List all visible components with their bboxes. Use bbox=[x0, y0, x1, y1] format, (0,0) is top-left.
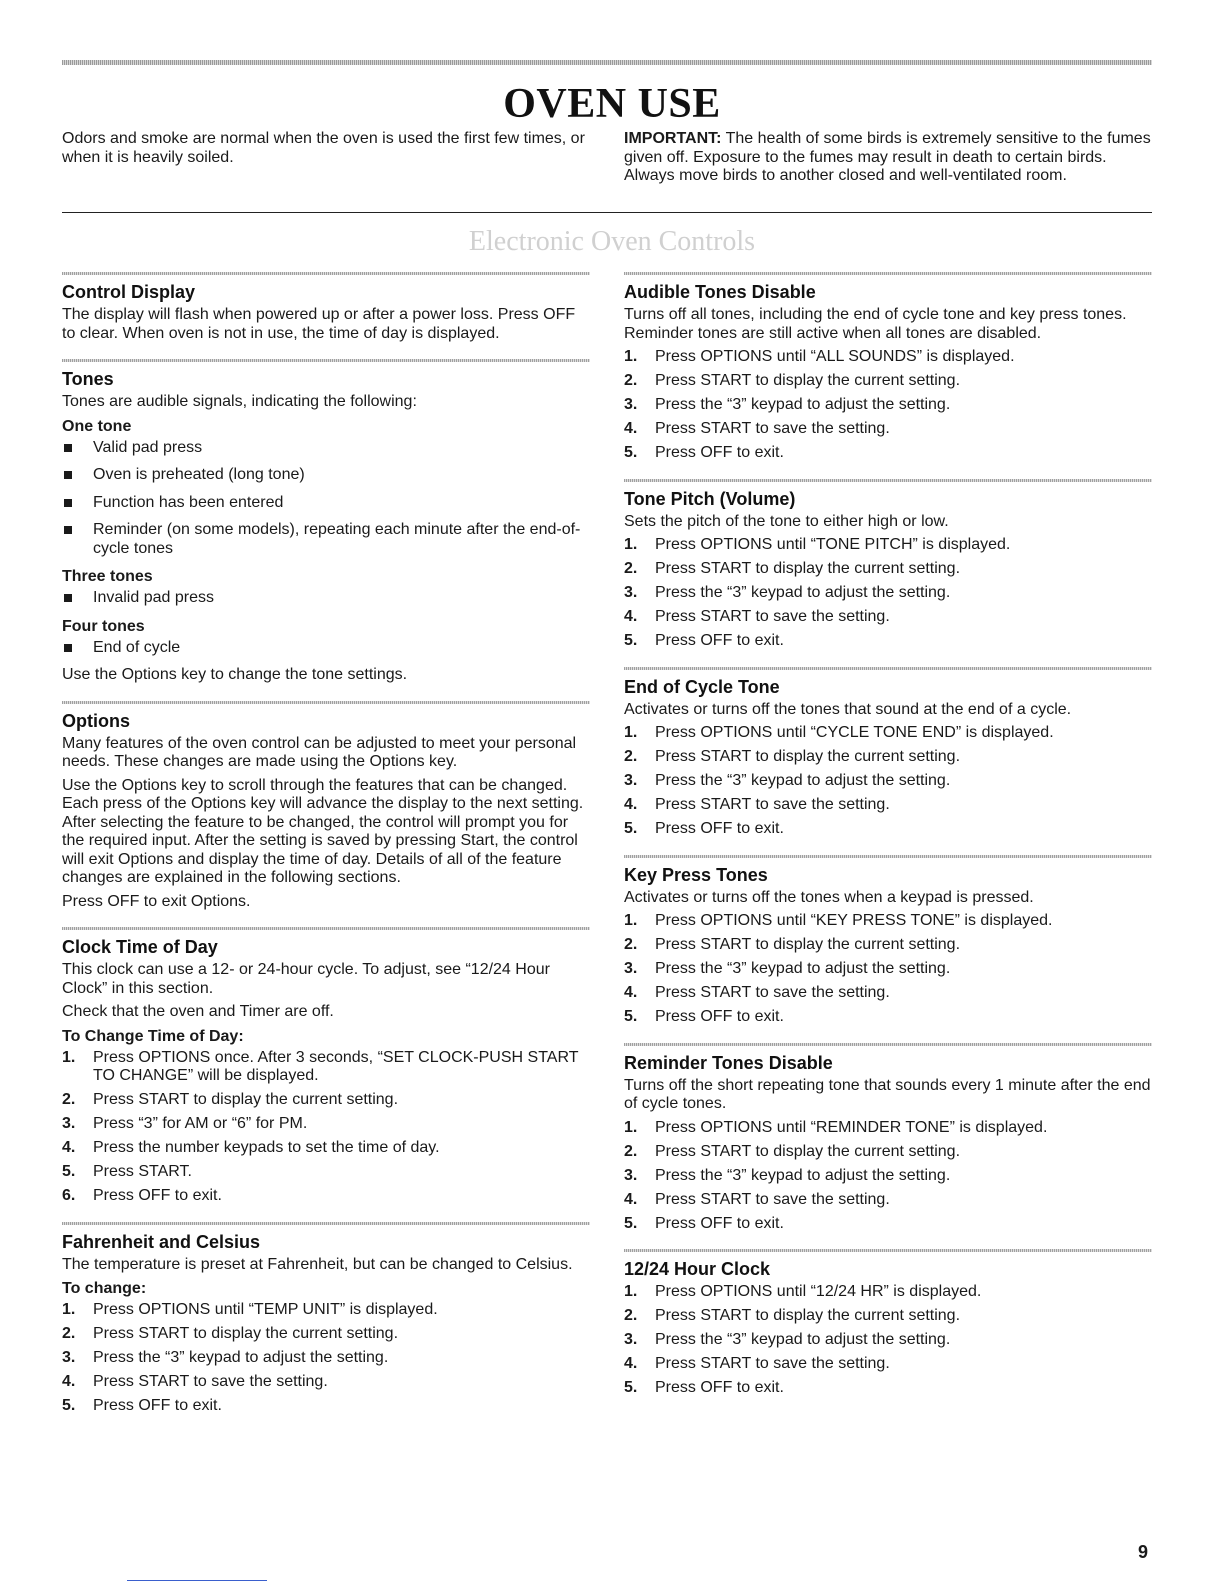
section-body: Activates or turns off the tones when a keypad is pressed. bbox=[624, 888, 1034, 906]
section-body: Check that the oven and Timer are off. bbox=[62, 1003, 334, 1020]
section-body: Many features of the oven control can be adjusted to meet your personal needs. These changes are made using the Options key. bbox=[62, 734, 577, 770]
horizontal-rule bbox=[62, 212, 1152, 213]
step-item: 5. Press START. bbox=[62, 1163, 192, 1180]
list-item: Valid pad press bbox=[62, 439, 590, 458]
step-item: 5. Press OFF to exit. bbox=[62, 1397, 222, 1414]
step-item: 4. Press START to save the setting. bbox=[624, 796, 890, 813]
list-item: End of cycle bbox=[62, 639, 590, 658]
step-item: 3. Press the “3” keypad to adjust the setting. bbox=[624, 396, 951, 413]
page-number: 9 bbox=[1138, 1542, 1149, 1562]
section-body: Activates or turns off the tones that sound at the end of a cycle. bbox=[624, 700, 1072, 718]
list-item: Reminder (on some models), repeating each minute after the end-of-cycle tones bbox=[62, 521, 590, 558]
step-item: 2. Press START to display the current setting. bbox=[624, 1307, 961, 1324]
right-column bbox=[624, 272, 1152, 1414]
step-item: 3. Press the “3” keypad to adjust the setting. bbox=[624, 960, 951, 977]
step-item: 5. Press OFF to exit. bbox=[624, 632, 784, 649]
subheading-three-tones: Three tones bbox=[62, 568, 153, 585]
step-item: 5. Press OFF to exit. bbox=[624, 1379, 784, 1396]
section-control-display bbox=[62, 272, 590, 343]
section-body: The display will flash when powered up or after a power loss. Press OFF to clear. When oven is not in use, the time of day is displayed. bbox=[62, 306, 576, 342]
step-item: 2. Press START to display the current setting. bbox=[624, 372, 961, 389]
section-tones bbox=[62, 359, 590, 685]
section-body: Sets the pitch of the tone to either high or low. bbox=[624, 512, 949, 530]
important-text: The health of some birds is extremely sensitive to the fumes given off. Exposure to the fumes may result in death to certain birds. Always move birds to another closed and well-ventilated room. bbox=[624, 130, 1151, 184]
step-item: 2. Press START to display the current setting. bbox=[624, 748, 961, 765]
step-item: 3. Press the “3” keypad to adjust the setting. bbox=[62, 1349, 389, 1366]
step-item: 2. Press START to display the current setting. bbox=[62, 1091, 399, 1108]
section-heading: Tone Pitch (Volume) bbox=[624, 488, 796, 509]
section-body: Press OFF to exit Options. bbox=[62, 892, 251, 910]
section-heading: End of Cycle Tone bbox=[624, 676, 780, 697]
step-item: 1. Press OPTIONS until “REMINDER TONE” is displayed. bbox=[624, 1118, 1048, 1136]
step-item: 1. Press OPTIONS until “TEMP UNIT” is displayed. bbox=[62, 1301, 438, 1318]
section-heading: Reminder Tones Disable bbox=[624, 1052, 833, 1073]
section-body: This clock can use a 12- or 24-hour cycle. To adjust, see “12/24 Hour Clock” in this section. bbox=[62, 961, 550, 997]
step-item: 1. Press OPTIONS once. After 3 seconds, “SET CLOCK-PUSH START TO CHANGE” will be displayed. bbox=[62, 1048, 579, 1084]
section-reminder-tones-disable bbox=[624, 1043, 1152, 1234]
page-title: OVEN USE bbox=[503, 81, 721, 127]
section-heading: Control Display bbox=[62, 282, 196, 302]
step-item: 1. Press OPTIONS until “TONE PITCH” is displayed. bbox=[624, 536, 1011, 553]
subheading-to-change-time: To Change Time of Day: bbox=[62, 1027, 244, 1045]
step-item: 6. Press OFF to exit. bbox=[62, 1187, 222, 1204]
section-heading: Options bbox=[62, 710, 130, 731]
step-item: 3. Press “3” for AM or “6” for PM. bbox=[62, 1115, 308, 1132]
section-tone-pitch bbox=[624, 479, 1152, 651]
section-heading: Key Press Tones bbox=[624, 864, 768, 885]
step-item: 2. Press START to display the current setting. bbox=[624, 560, 961, 577]
section-12-24-hour-clock bbox=[624, 1249, 1152, 1398]
intro-odors: Odors and smoke are normal when the oven is used the first few times, or when it is heavily soiled. bbox=[62, 130, 585, 166]
subheading-one-tone: One tone bbox=[62, 417, 132, 435]
keypress-steps bbox=[624, 912, 1152, 1027]
step-item: 1. Press OPTIONS until “KEY PRESS TONE” is displayed. bbox=[624, 912, 1053, 929]
step-item: 1. Press OPTIONS until “12/24 HR” is displayed. bbox=[624, 1283, 982, 1300]
step-item: 1. Press OPTIONS until “CYCLE TONE END” is displayed. bbox=[624, 724, 1054, 741]
section-key-press-tones bbox=[624, 855, 1152, 1027]
step-item: 3. Press the “3” keypad to adjust the setting. bbox=[624, 772, 951, 789]
step-item: 4. Press START to save the setting. bbox=[624, 984, 890, 1001]
footer-line bbox=[127, 1580, 267, 1581]
three-tones-list bbox=[62, 589, 590, 608]
section-fahrenheit-celsius bbox=[62, 1222, 590, 1416]
step-item: 5. Press OFF to exit. bbox=[624, 820, 784, 837]
step-item: 4. Press START to save the setting. bbox=[62, 1373, 328, 1390]
reminder-steps bbox=[624, 1119, 1152, 1234]
list-item: Invalid pad press bbox=[62, 589, 590, 608]
section-body: Turns off the short repeating tone that sounds every 1 minute after the end of cycle tones. bbox=[624, 1076, 1151, 1112]
four-tones-list bbox=[62, 639, 590, 658]
top-decorative-bar bbox=[62, 60, 1152, 65]
subheading-to-change: To change: bbox=[62, 1280, 147, 1297]
step-item: 3. Press the “3” keypad to adjust the setting. bbox=[624, 584, 951, 601]
step-item: 5. Press OFF to exit. bbox=[624, 1008, 784, 1025]
step-item: 4. Press START to save the setting. bbox=[624, 1190, 890, 1208]
section-body: Tones are audible signals, indicating the following: bbox=[62, 393, 417, 410]
section-options bbox=[62, 701, 590, 912]
left-column bbox=[62, 272, 590, 1432]
important-label: IMPORTANT: bbox=[624, 130, 722, 147]
list-item: Function has been entered bbox=[62, 494, 590, 513]
intro-important bbox=[624, 130, 1154, 186]
fahrenheit-steps bbox=[62, 1301, 590, 1416]
section-heading: Audible Tones Disable bbox=[624, 282, 816, 302]
section-end-of-cycle-tone bbox=[624, 667, 1152, 839]
step-item: 4. Press START to save the setting. bbox=[624, 608, 890, 625]
one-tone-list bbox=[62, 439, 590, 559]
step-item: 2. Press START to display the current setting. bbox=[624, 1142, 961, 1160]
section-heading: Clock Time of Day bbox=[62, 937, 218, 957]
hourclock-steps bbox=[624, 1283, 1152, 1398]
step-item: 1. Press OPTIONS until “ALL SOUNDS” is displayed. bbox=[624, 348, 1015, 365]
section-body: Turns off all tones, including the end of cycle tone and key press tones. Reminder tones are still active when all tones are disabled. bbox=[624, 306, 1127, 342]
section-clock-time-of-day bbox=[62, 927, 590, 1206]
step-item: 4. Press START to save the setting. bbox=[624, 420, 890, 437]
section-body: The temperature is preset at Fahrenheit, but can be changed to Celsius. bbox=[62, 1255, 573, 1273]
section-heading: Tones bbox=[62, 369, 114, 389]
step-item: 4. Press the number keypads to set the time of day. bbox=[62, 1139, 440, 1156]
step-item: 2. Press START to display the current setting. bbox=[62, 1325, 399, 1342]
step-item: 3. Press the “3” keypad to adjust the setting. bbox=[624, 1166, 951, 1184]
subheading-four-tones: Four tones bbox=[62, 617, 145, 635]
section-footer: Use the Options key to change the tone settings. bbox=[62, 666, 408, 683]
step-item: 2. Press START to display the current setting. bbox=[624, 936, 961, 953]
section-subtitle: Electronic Oven Controls bbox=[468, 226, 756, 257]
section-body: Use the Options key to scroll through the features that can be changed. Each press of the Options key will advance the display to the next setting. After selecting the feature to be changed, the control will prompt you for the required input. After the setting is saved by pressing Start, the control will exit Options and display the time of day. Details of all of the feature changes are explained in the following sections. bbox=[62, 776, 584, 886]
step-item: 5. Press OFF to exit. bbox=[624, 1214, 784, 1232]
clock-steps bbox=[62, 1049, 590, 1206]
step-item: 5. Press OFF to exit. bbox=[624, 444, 784, 461]
step-item: 3. Press the “3” keypad to adjust the setting. bbox=[624, 1331, 951, 1348]
eoc-steps bbox=[624, 724, 1152, 839]
section-audible-tones-disable bbox=[624, 272, 1152, 463]
pitch-steps bbox=[624, 536, 1152, 651]
list-item: Oven is preheated (long tone) bbox=[62, 466, 590, 485]
step-item: 4. Press START to save the setting. bbox=[624, 1355, 890, 1372]
audible-steps bbox=[624, 348, 1152, 463]
section-heading: Fahrenheit and Celsius bbox=[62, 1231, 261, 1252]
section-heading: 12/24 Hour Clock bbox=[624, 1259, 771, 1279]
